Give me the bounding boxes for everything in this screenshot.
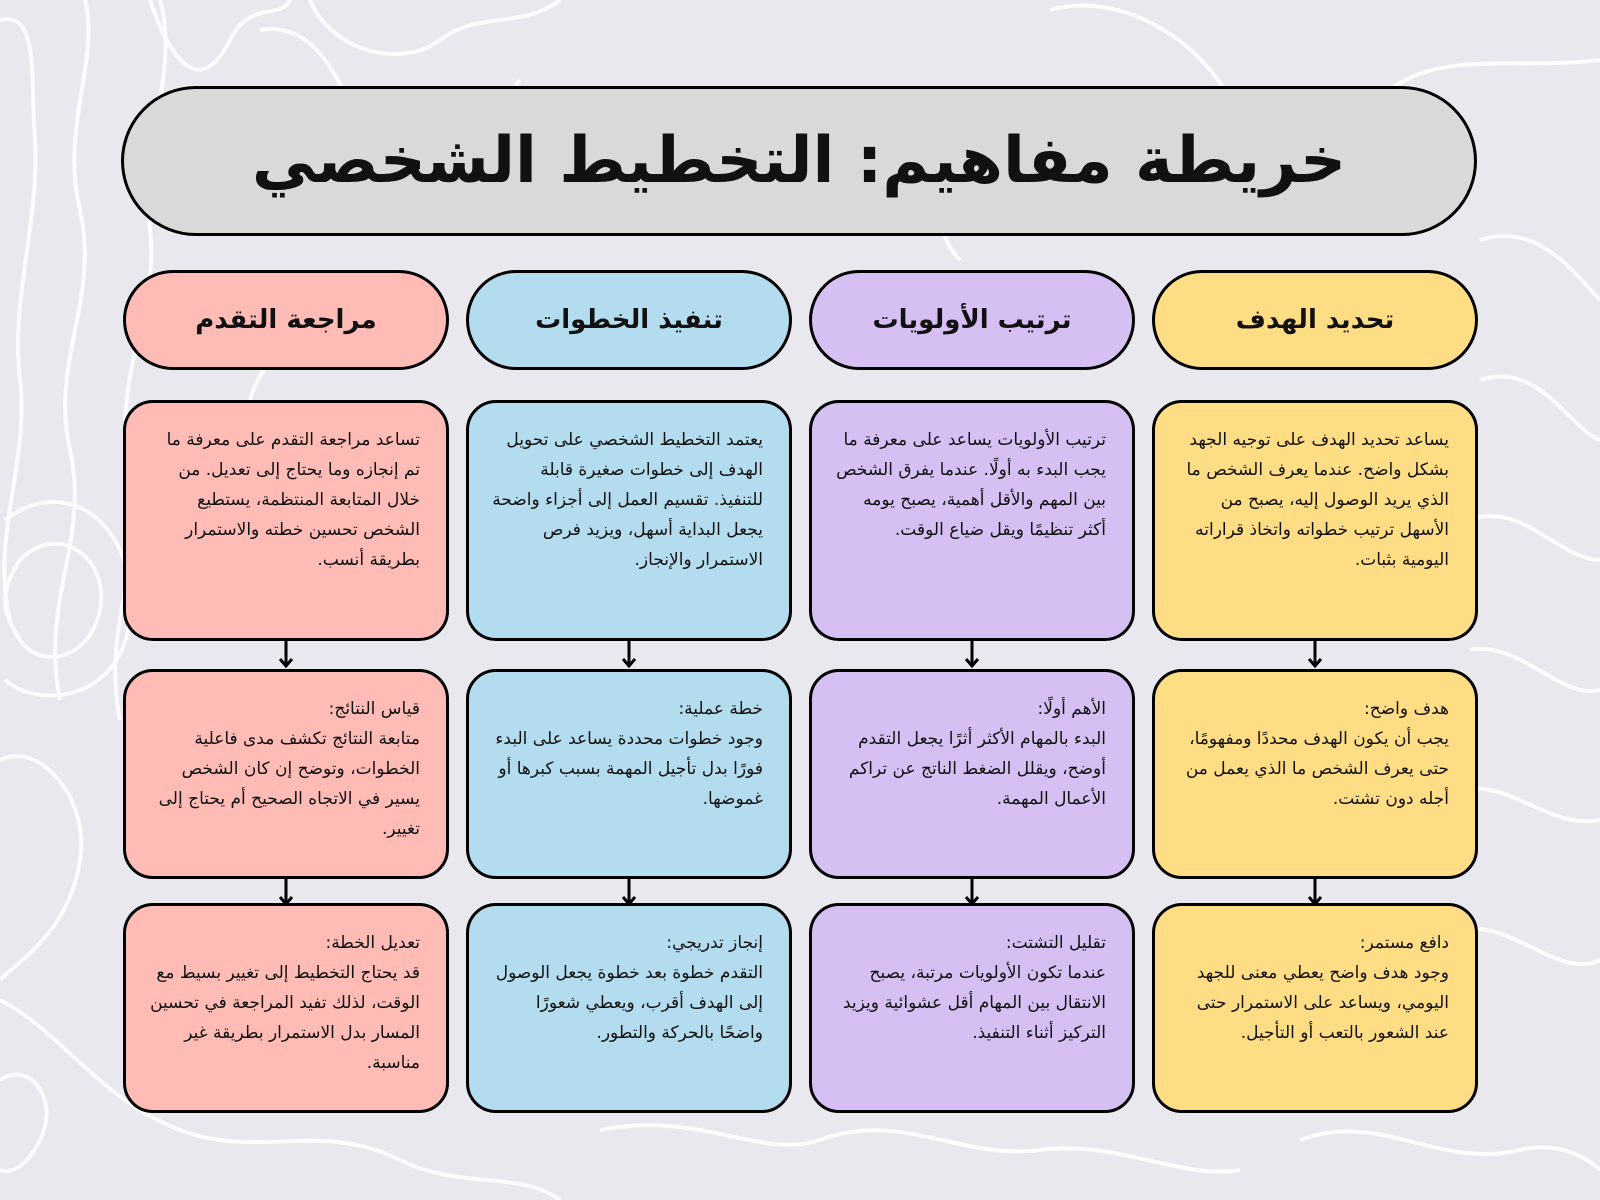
card-text: قد يحتاج التخطيط إلى تغيير بسيط مع الوقت، لذلك تفيد المراجعة في تحسين المسار بدل الاستمرار بطريقة غير مناسبة.	[150, 963, 420, 1073]
header-priorities-label: ترتيب الأولويات	[872, 305, 1072, 335]
header-review	[123, 270, 449, 370]
card-priorities-most-important	[809, 669, 1135, 879]
card-text: ترتيب الأولويات يساعد على معرفة ما يجب البدء به أولًا. عندما يفرق الشخص بين المهم والأقل أهمية، يصبح يومه أكثر تنظيمًا ويقل ضياع الوقت.	[836, 430, 1106, 540]
header-priorities	[809, 270, 1135, 370]
card-text: تساعد مراجعة التقدم على معرفة ما تم إنجازه وما يحتاج إلى تعديل. من خلال المتابعة المنتظمة، يستطيع الشخص تحسين خطته والاستمرار بطريقة أنسب.	[166, 430, 420, 570]
card-text: يعتمد التخطيط الشخصي على تحويل الهدف إلى خطوات صغيرة قابلة للتنفيذ. تقسيم العمل إلى أجزاء واضحة يجعل البداية أسهل، ويزيد فرص الاستمرار والإنجاز.	[492, 430, 763, 570]
card-execution-gradual-achievement	[466, 903, 792, 1113]
card-text: يساعد تحديد الهدف على توجيه الجهد بشكل واضح. عندما يعرف الشخص ما الذي يريد الوصول إليه، يصبح من الأسهل ترتيب خطواته واتخاذ قراراته اليومية بثبات.	[1186, 430, 1449, 570]
header-review-label: مراجعة التقدم	[195, 305, 377, 335]
card-heading: تقليل التشتت:	[1005, 933, 1106, 953]
card-goal-motivation	[1152, 903, 1478, 1113]
card-text: عندما تكون الأولويات مرتبة، يصبح الانتقال بين المهام أقل عشوائية ويزيد التركيز أثناء التنفيذ.	[843, 963, 1106, 1043]
card-review-measure-results	[123, 669, 449, 879]
header-execution	[466, 270, 792, 370]
arrow-down-icon	[964, 641, 980, 669]
header-execution-label: تنفيذ الخطوات	[535, 305, 723, 335]
card-execution-intro	[466, 400, 792, 641]
card-goal-intro	[1152, 400, 1478, 641]
card-text: التقدم خطوة بعد خطوة يجعل الوصول إلى الهدف أقرب، ويعطي شعورًا واضحًا بالحركة والتطور.	[495, 963, 763, 1043]
header-goal	[1152, 270, 1478, 370]
card-heading: هدف واضح:	[1364, 699, 1449, 719]
title-banner	[121, 86, 1477, 236]
card-text: وجود خطوات محددة يساعد على البدء فورًا بدل تأجيل المهمة بسبب كبرها أو غموضها.	[495, 729, 763, 809]
card-execution-practical-plan	[466, 669, 792, 879]
card-heading: الأهم أولًا:	[1037, 699, 1106, 719]
card-text: البدء بالمهام الأكثر أثرًا يجعل التقدم أوضح، ويقلل الضغط الناتج عن تراكم الأعمال المهمة.	[848, 729, 1106, 809]
card-heading: قياس النتائج:	[328, 699, 420, 719]
card-text: يجب أن يكون الهدف محددًا ومفهومًا، حتى يعرف الشخص ما الذي يعمل من أجله دون تشتت.	[1185, 729, 1449, 809]
card-heading: تعديل الخطة:	[325, 933, 420, 953]
arrow-down-icon	[278, 641, 294, 669]
card-text: وجود هدف واضح يعطي معنى للجهد اليومي، ويساعد على الاستمرار حتى عند الشعور بالتعب أو التأجيل.	[1196, 963, 1449, 1043]
card-review-adjust-plan	[123, 903, 449, 1113]
card-heading: إنجاز تدريجي:	[666, 933, 763, 953]
card-goal-clear-goal	[1152, 669, 1478, 879]
header-goal-label: تحديد الهدف	[1235, 305, 1395, 335]
card-priorities-intro	[809, 400, 1135, 641]
page-title: خريطة مفاهيم: التخطيط الشخصي	[251, 124, 1347, 198]
card-heading: دافع مستمر:	[1359, 933, 1449, 953]
card-review-intro	[123, 400, 449, 641]
card-heading: خطة عملية:	[678, 699, 763, 719]
card-text: متابعة النتائج تكشف مدى فاعلية الخطوات، وتوضح إن كان الشخص يسير في الاتجاه الصحيح أم يحتاج إلى تغيير.	[158, 729, 420, 839]
arrow-down-icon	[1307, 641, 1323, 669]
card-priorities-reduce-distraction	[809, 903, 1135, 1113]
arrow-down-icon	[621, 641, 637, 669]
